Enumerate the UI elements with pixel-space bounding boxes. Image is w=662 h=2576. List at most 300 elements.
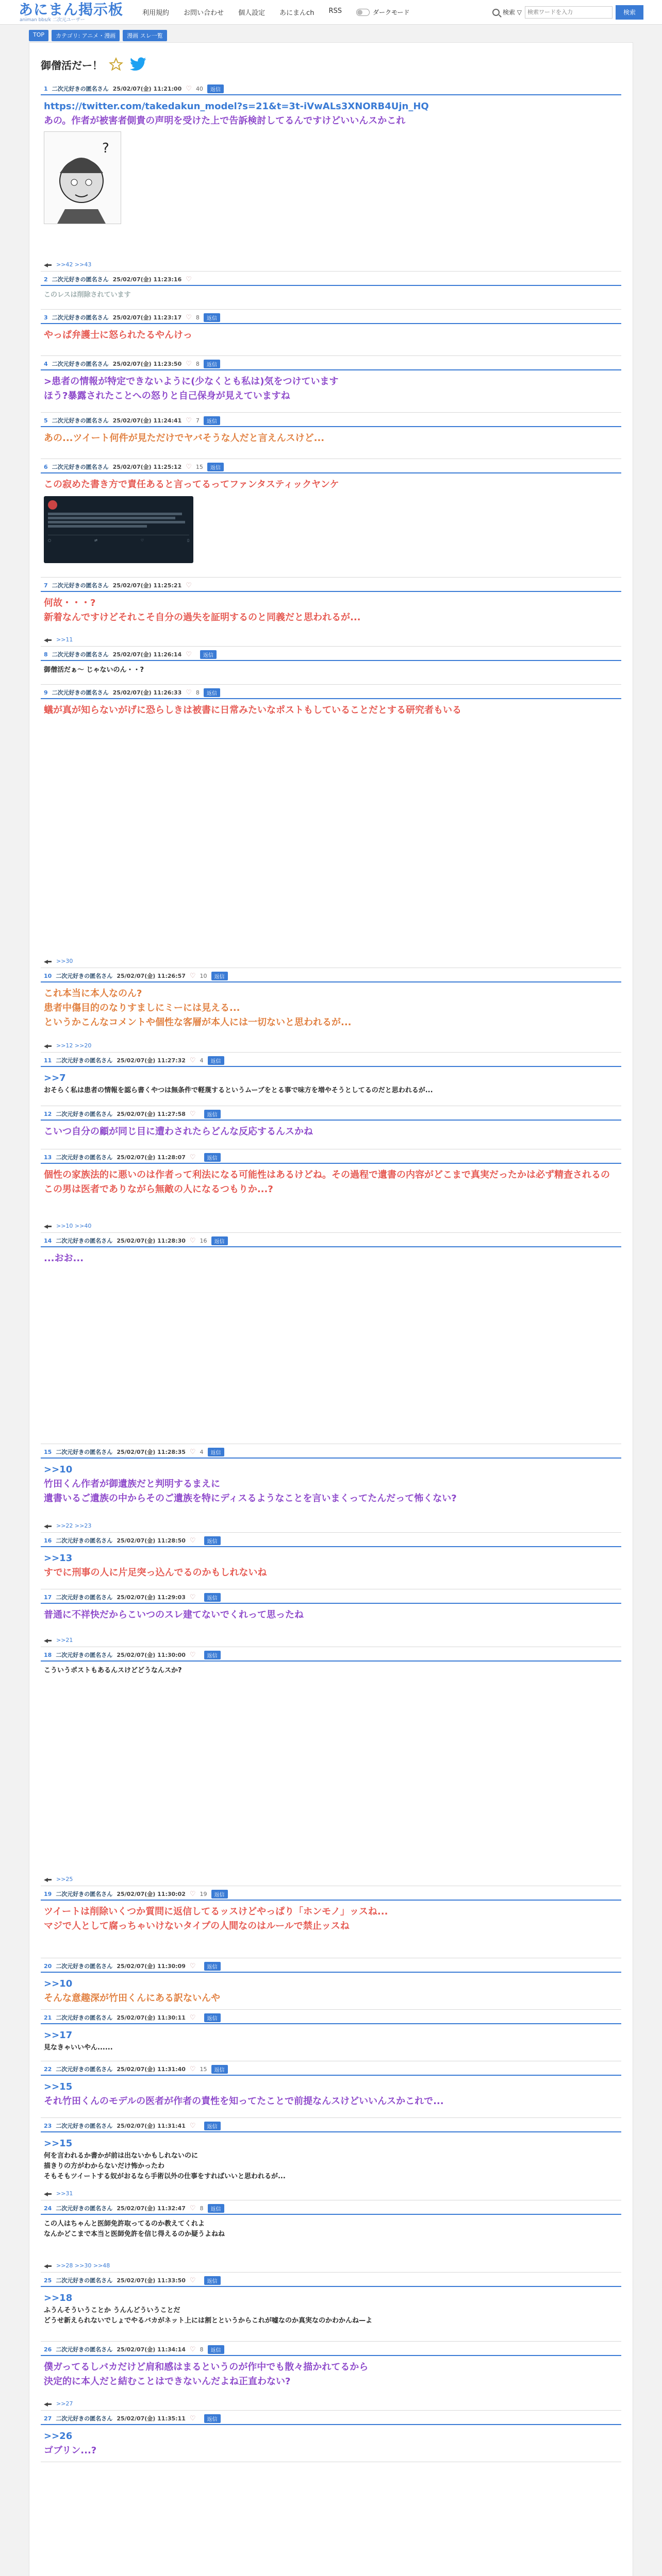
post-header [41, 1053, 621, 1066]
post-number[interactable]: 22 [44, 2065, 52, 2073]
search-scope-select[interactable]: 検索 ▽ [502, 9, 522, 16]
post-header [41, 1444, 621, 1458]
reply-button[interactable]: 返信 [211, 2065, 228, 2074]
post-number[interactable]: 13 [44, 1154, 52, 1161]
post-body [41, 1973, 621, 2006]
poster-name: 二次元好きの匿名さん [52, 464, 109, 470]
embedded-tweet-image[interactable] [44, 496, 193, 563]
like-heart-icon[interactable]: ♡ [189, 2065, 196, 2073]
post-body [41, 1901, 621, 1934]
poster-name: 二次元好きの匿名さん [52, 361, 109, 367]
post-body [41, 661, 621, 675]
reply-arrow-icon[interactable] [44, 2263, 52, 2268]
reply-arrow-icon[interactable] [44, 1224, 52, 1229]
site-header [0, 0, 662, 25]
reply-arrow-icon[interactable] [44, 1877, 52, 1882]
post-number[interactable]: 20 [44, 1962, 52, 1970]
reply-button[interactable]: 返信 [208, 2345, 224, 2354]
reply-button[interactable]: 返信 [204, 1110, 221, 1118]
post-text: こいつ自分の顧が同じ目に遭わされたらどんな反応するんスかね [44, 1126, 313, 1137]
like-heart-icon[interactable]: ♡ [189, 972, 196, 980]
post-header [41, 2342, 621, 2355]
like-count: 19 [200, 1890, 207, 1897]
like-heart-icon[interactable]: ♡ [186, 688, 192, 697]
post-body [41, 1547, 621, 1580]
anchor-link[interactable]: >>15 [44, 2081, 73, 2092]
post-footer [44, 1876, 73, 1883]
post-header [41, 578, 621, 591]
search-area [492, 5, 643, 20]
post-header [41, 310, 621, 323]
reply-links[interactable]: >>30 [56, 958, 73, 964]
poster-name: 二次元好きの匿名さん [56, 1154, 113, 1161]
post [41, 81, 621, 272]
reply-button[interactable]: 返信 [204, 1651, 221, 1659]
logo-title: あにまん掲示板 [19, 1, 124, 18]
poster-name: 二次元好きの匿名さん [52, 86, 109, 92]
reply-arrow-icon[interactable] [44, 262, 52, 267]
post-header [41, 1106, 621, 1120]
reply-arrow-icon[interactable] [44, 2191, 52, 2196]
poster-name: 二次元好きの匿名さん [52, 582, 109, 589]
breadcrumb-category[interactable]: カテゴリ: アニメ・漫画 [52, 30, 120, 41]
post-number[interactable]: 24 [44, 2205, 52, 2212]
reply-links[interactable]: >>10 >>40 [56, 1223, 92, 1229]
post-text: 個性の家族法的に悪いのは作者って利法になる可能性はあるけどね。その過程で遺書の内容がどこまで真実だったかは必ず精査されるの [44, 1170, 610, 1180]
poster-name: 二次元好きの匿名さん [56, 2277, 113, 2284]
post [41, 1533, 621, 1589]
post [41, 2061, 621, 2118]
post [41, 2118, 621, 2200]
poster-name: 二次元好きの匿名さん [56, 1594, 113, 1601]
like-heart-icon[interactable]: ♡ [186, 313, 192, 321]
post-body [41, 982, 621, 1030]
post-body [41, 427, 621, 446]
like-heart-icon[interactable]: ♡ [189, 1153, 196, 1161]
reply-button[interactable]: 返信 [204, 313, 220, 322]
post-number[interactable]: 8 [44, 651, 48, 658]
post-text: それ竹田くんのモデルの医者が作者の責性を知ってたことで前提なんスけどいいんスかこれで... [44, 2096, 444, 2107]
post-date: 25/02/07(金) 11:27:58 [117, 1111, 186, 1117]
reply-links[interactable]: >>12 >>20 [56, 1042, 92, 1049]
post-header [41, 1533, 621, 1546]
reply-button[interactable]: 返信 [204, 2414, 221, 2423]
post-date: 25/02/07(金) 11:34:14 [117, 2346, 186, 2353]
post-text: ゴブリン...? [44, 2445, 97, 2456]
poster-name: 二次元好きの匿名さん [52, 651, 109, 658]
like-heart-icon[interactable]: ♡ [189, 1448, 196, 1456]
reply-button[interactable]: 返信 [204, 2276, 221, 2285]
like-count: 4 [200, 1448, 204, 1455]
tweet-text-lines [48, 513, 189, 528]
post-text: 患者中傷目的のなりすましにミーには見える... [44, 1003, 240, 1013]
reply-button[interactable]: 返信 [208, 2204, 224, 2213]
post-header [41, 81, 621, 94]
post-text: ほう?暴露されたことへの怒りと自己保身が見えていますね [44, 391, 290, 401]
post-date: 25/02/07(金) 11:28:50 [117, 1537, 186, 1544]
post-footer [44, 261, 91, 268]
reply-button[interactable]: 返信 [204, 1593, 221, 1602]
reply-arrow-icon[interactable] [44, 637, 52, 642]
post-text: 御僧活だぁ〜 じゃないのん・・? [44, 666, 144, 674]
post-date: 25/02/07(金) 11:23:17 [112, 314, 182, 321]
post-text: すでに刑事の人に片足突っ込んでるのかもしれないね [44, 1567, 267, 1578]
post-date: 25/02/07(金) 11:30:11 [117, 2014, 186, 2021]
post-number[interactable]: 26 [44, 2346, 52, 2353]
like-heart-icon[interactable]: ♡ [189, 2414, 196, 2422]
dark-mode-toggle[interactable] [356, 8, 410, 16]
post-number[interactable]: 10 [44, 972, 52, 979]
post-date: 25/02/07(金) 11:31:41 [117, 2123, 186, 2129]
post-text: おそらく私は患者の情報を認ら書くやつは無条件で軽蔑するというムーブをとる事で味方を増やそうとしてるのだと思われるが... [44, 1087, 433, 1094]
like-heart-icon[interactable]: ♡ [186, 581, 192, 589]
like-heart-icon[interactable]: ♡ [186, 84, 192, 93]
reply-arrow-icon[interactable] [44, 2401, 52, 2406]
post-body [41, 95, 621, 226]
post-number[interactable]: 6 [44, 463, 48, 470]
post-body [41, 2076, 621, 2109]
post-date: 25/02/07(金) 11:24:41 [112, 417, 182, 424]
post [41, 1958, 621, 2010]
like-count: 15 [195, 463, 203, 470]
post-text: そんな意趣深が竹田くんにある訳ないんや [44, 1993, 220, 2004]
post-text: この寂めた書き方で責任あると言ってるってファンタスティックヤンケ [44, 479, 339, 490]
nav-terms[interactable]: 利用規約 [142, 9, 170, 17]
like-count: 8 [195, 314, 200, 321]
post-body [41, 2132, 621, 2182]
like-heart-icon[interactable]: ♡ [189, 2276, 196, 2284]
post-number[interactable]: 3 [44, 314, 48, 321]
post [41, 2411, 621, 2462]
breadcrumb [29, 30, 167, 41]
tweet-action-bar: ○ ⇄ ♡ ▯ [48, 535, 189, 543]
post-body [41, 592, 621, 625]
post-body [41, 1604, 621, 1622]
reply-links[interactable]: >>28 >>30 >>48 [56, 2262, 110, 2269]
poster-name: 二次元好きの匿名さん [56, 1537, 113, 1544]
post [41, 1053, 621, 1106]
like-heart-icon[interactable]: ♡ [189, 2013, 196, 2022]
post-number[interactable]: 14 [44, 1237, 52, 1244]
poster-name: 二次元好きの匿名さん [56, 1238, 113, 1244]
like-heart-icon[interactable]: ♡ [186, 463, 192, 471]
post-text: やっぱ弁護士に怒られたるやんけっ [44, 330, 192, 341]
post-footer [44, 958, 73, 964]
poster-name: 二次元好きの匿名さん [52, 689, 109, 696]
reply-links[interactable]: >>42 >>43 [56, 261, 92, 268]
favorite-star-icon[interactable] [109, 57, 123, 72]
post-date: 25/02/07(金) 11:25:21 [112, 582, 182, 589]
post-footer [44, 2400, 73, 2407]
poster-name: 二次元好きの匿名さん [56, 1963, 113, 1970]
post-number[interactable]: 16 [44, 1537, 52, 1544]
post-body [41, 1164, 621, 1197]
post-date: 25/02/07(金) 11:23:16 [112, 276, 182, 283]
post-number[interactable]: 19 [44, 1890, 52, 1897]
like-count: 8 [195, 360, 200, 367]
post-number[interactable]: 15 [44, 1448, 52, 1455]
post-footer [44, 1522, 91, 1529]
post-text: 見なきゃいいやん...... [44, 2044, 113, 2052]
logo-subtitle: animan bbs/k 二次元ユーザー [20, 17, 85, 23]
post-date: 25/02/07(金) 11:33:50 [117, 2277, 186, 2284]
reply-arrow-icon[interactable] [44, 1043, 52, 1048]
reply-button[interactable]: 返信 [204, 1962, 221, 1971]
post-body [41, 2356, 621, 2389]
post-footer [44, 2190, 73, 2197]
post [41, 647, 621, 685]
post-text: こういうポストもあるんスけどどうなんスか? [44, 1667, 182, 1674]
toggle-switch-icon[interactable] [356, 9, 370, 16]
anchor-link[interactable]: >>10 [44, 1978, 73, 1989]
post-number[interactable]: 12 [44, 1110, 52, 1117]
post-header [41, 1886, 621, 1900]
breadcrumb-thread-list[interactable]: 漫画 スレ一覧 [123, 30, 167, 41]
post [41, 1233, 621, 1444]
post-date: 25/02/07(金) 11:31:40 [117, 2066, 186, 2073]
anchor-link[interactable]: >>26 [44, 2431, 73, 2442]
post [41, 2200, 621, 2273]
like-count: 8 [195, 689, 200, 696]
post [41, 1647, 621, 1886]
post [41, 685, 621, 968]
post-number[interactable]: 4 [44, 360, 48, 367]
reply-button[interactable]: 返信 [204, 688, 220, 697]
reply-button[interactable]: 返信 [207, 84, 224, 93]
post-header [41, 413, 621, 426]
post-header [41, 356, 621, 369]
post-date: 25/02/07(金) 11:27:32 [117, 1057, 186, 1064]
post-text: 蟻が真が知らないがげに恐らしきは被書に日常みたいなポストもしていることだとする研究者もいる [44, 705, 461, 716]
anchor-link[interactable]: >>18 [44, 2293, 73, 2303]
like-heart-icon[interactable]: ♡ [189, 1962, 196, 1970]
like-count: 16 [200, 1237, 207, 1244]
post-body [41, 473, 621, 563]
nav-contact[interactable]: お問い合わせ [184, 9, 224, 17]
post-date: 25/02/07(金) 11:28:30 [117, 1238, 186, 1244]
post-text: ツイートは削除いくつか質問に返信してるッスけどやっぱり「ホンモノ」ッスね... [44, 1906, 388, 1917]
like-count: 15 [200, 2065, 207, 2073]
post [41, 578, 621, 647]
reply-button[interactable]: 返信 [204, 1153, 221, 1162]
anchor-link[interactable]: >>7 [44, 1073, 66, 1083]
post-text: この男は医者でありながら無敵の人になるつもりか...? [44, 1184, 273, 1195]
reply-button[interactable]: 返信 [208, 1448, 224, 1456]
post-date: 25/02/07(金) 11:25:12 [112, 464, 182, 470]
post-number[interactable]: 9 [44, 689, 48, 696]
post [41, 459, 621, 578]
post-number[interactable]: 2 [44, 276, 48, 283]
post [41, 272, 621, 310]
post [41, 2342, 621, 2411]
site-logo[interactable] [19, 2, 127, 23]
post-text: 決定的に本人だと結むことはできないんだよね正直わない? [44, 2376, 291, 2387]
post-footer [44, 1223, 91, 1229]
like-count: 40 [195, 85, 203, 92]
post [41, 1589, 621, 1647]
like-heart-icon[interactable]: ♡ [186, 275, 192, 283]
post-body [41, 2425, 621, 2458]
post-text: 何を言われるか書かが前は出ないかもしれないのに [44, 2152, 198, 2160]
search-icon [492, 9, 500, 16]
post-footer [44, 636, 73, 643]
like-heart-icon[interactable]: ♡ [189, 1890, 196, 1898]
post-date: 25/02/07(金) 11:26:33 [112, 689, 182, 696]
reply-arrow-icon[interactable] [44, 1523, 52, 1529]
post-header [41, 2273, 621, 2286]
post-body [41, 324, 621, 343]
post-text: なんかどこまで本当と医師免許を信じ得えるのか疑うよねね [44, 2230, 225, 2238]
poster-name: 二次元好きの匿名さん [56, 2205, 113, 2212]
poster-name: 二次元好きの匿名さん [56, 2415, 113, 2422]
post [41, 968, 621, 1053]
like-count: 8 [200, 2205, 204, 2212]
post-text: あの。作者が被害者側貴の声明を受けた上で告訴検討してるんですけどいいんスかこれ [44, 115, 406, 126]
post-date: 25/02/07(金) 11:21:00 [112, 86, 182, 92]
poster-name: 二次元好きの匿名さん [52, 276, 109, 283]
reply-button[interactable]: 返信 [208, 1056, 224, 1065]
post-date: 25/02/07(金) 11:35:11 [117, 2415, 186, 2422]
post [41, 2010, 621, 2061]
post-text: この人はちゃんと医師免許取ってるのか教えてくれよ [44, 2220, 205, 2228]
poster-name: 二次元好きの匿名さん [56, 2123, 113, 2129]
post-text: どうせ新えられないでしょでやるバカがネット上には割とというからこれが嘘なのか真実なのかわかんね—よ [44, 2317, 373, 2325]
search-button[interactable]: 検索 [616, 5, 643, 20]
attached-manga-image[interactable] [44, 131, 121, 224]
reply-arrow-icon[interactable] [44, 959, 52, 964]
nav-animanch[interactable]: あにまんch [279, 9, 315, 17]
anchor-link[interactable]: >>10 [44, 1464, 73, 1475]
twitter-share-icon[interactable] [129, 57, 147, 72]
reply-button[interactable]: 返信 [207, 463, 224, 471]
like-heart-icon[interactable]: ♡ [189, 2122, 196, 2130]
like-count: 4 [200, 1057, 204, 1064]
post-date: 25/02/07(金) 11:30:00 [117, 1652, 186, 1658]
thread-title-bar [41, 54, 621, 75]
dark-mode-label: ダークモード [372, 9, 410, 16]
post-text: 僕ガってるしバカだけど肩和感はまるというのが作中でも散々描かれてるから [44, 2362, 369, 2372]
post-text: >患者の情報が特定できないように(少なくとも私は)気をつけています [44, 376, 339, 387]
reply-button[interactable]: 返信 [204, 2013, 221, 2022]
reply-links[interactable]: >>25 [56, 1876, 73, 1883]
breadcrumb-top[interactable]: TOP [29, 30, 48, 41]
post-body [41, 1121, 621, 1139]
poster-name: 二次元好きの匿名さん [56, 1652, 113, 1658]
poster-name: 二次元好きの匿名さん [56, 973, 113, 979]
post-number[interactable]: 18 [44, 1651, 52, 1658]
nav-settings[interactable]: 個人設定 [238, 9, 266, 17]
post-text: 何故・・・? [44, 598, 96, 608]
url-link[interactable]: https://twitter.com/takedakun_model?s=21&t=3t-iVwALs3XNORB4Ujn_HQ [44, 101, 429, 112]
post-body [41, 1662, 621, 1676]
nav-rss[interactable]: RSS [328, 7, 342, 15]
post-body [41, 370, 621, 403]
post-number[interactable]: 27 [44, 2415, 52, 2422]
reply-button[interactable]: 返信 [204, 416, 220, 425]
post-text: そもそもツイートする奴がおるなら手術以外の仕事をすればいいと思われるが... [44, 2173, 286, 2180]
post-header [41, 459, 621, 472]
post-body [41, 1247, 621, 1266]
like-heart-icon[interactable]: ♡ [189, 1056, 196, 1064]
reply-button[interactable]: 返信 [211, 972, 228, 980]
post [41, 356, 621, 413]
post-body [41, 286, 621, 300]
post-footer [44, 1042, 91, 1049]
post-footer [44, 1637, 73, 1643]
anchor-link[interactable]: >>13 [44, 1553, 73, 1564]
like-count: 7 [195, 417, 200, 424]
svg-text:?: ? [102, 141, 109, 156]
post-date: 25/02/07(金) 11:30:09 [117, 1963, 186, 1970]
poster-name: 二次元好きの匿名さん [56, 2014, 113, 2021]
like-heart-icon[interactable]: ♡ [186, 650, 192, 658]
reply-button[interactable]: 返信 [204, 2122, 221, 2130]
post-number[interactable]: 11 [44, 1057, 52, 1064]
reply-links[interactable]: >>31 [56, 2190, 73, 2197]
post-header [41, 2118, 621, 2131]
search-input[interactable] [525, 6, 613, 19]
like-heart-icon[interactable]: ♡ [189, 1651, 196, 1659]
poster-name: 二次元好きの匿名さん [52, 314, 109, 321]
post [41, 310, 621, 356]
reply-links[interactable]: >>27 [56, 2400, 73, 2407]
post-number[interactable]: 23 [44, 2122, 52, 2129]
like-heart-icon[interactable]: ♡ [186, 360, 192, 368]
anchor-link[interactable]: >>15 [44, 2138, 73, 2149]
header-nav [142, 7, 342, 17]
reply-links[interactable]: >>22 >>23 [56, 1522, 92, 1529]
reply-button[interactable]: 返信 [200, 650, 217, 659]
reply-links[interactable]: >>21 [56, 1637, 73, 1643]
anchor-link[interactable]: >>17 [44, 2030, 73, 2041]
reply-links[interactable]: >>11 [56, 636, 73, 643]
reply-button[interactable]: 返信 [211, 1890, 228, 1899]
like-heart-icon[interactable]: ♡ [189, 1236, 196, 1245]
post-header [41, 1149, 621, 1163]
like-heart-icon[interactable]: ♡ [189, 1110, 196, 1118]
poster-name: 二次元好きの匿名さん [56, 1891, 113, 1897]
post-number[interactable]: 7 [44, 582, 48, 589]
post-number[interactable]: 17 [44, 1594, 52, 1601]
post-text: これ本当に本人なのん? [44, 988, 142, 999]
like-heart-icon[interactable]: ♡ [186, 416, 192, 425]
reply-button[interactable]: 返信 [211, 1236, 228, 1245]
post-text: ふうんそういうことか うんんどういうことだ [44, 2307, 180, 2314]
post-number[interactable]: 1 [44, 85, 48, 92]
post-text: というかこんなコメントや個性な客層が本人には一切ないと思われるが... [44, 1017, 352, 1028]
post-number[interactable]: 25 [44, 2277, 52, 2284]
post-text: あの...ツイート何件が見ただけでヤバそうな人だと言えんスけど... [44, 433, 325, 444]
poster-name: 二次元好きの匿名さん [56, 1449, 113, 1455]
like-heart-icon[interactable]: ♡ [189, 1593, 196, 1601]
post-body [41, 2024, 621, 2053]
post-list [41, 81, 621, 2462]
reply-button[interactable]: 返信 [204, 1536, 221, 1545]
like-heart-icon[interactable]: ♡ [189, 1536, 196, 1545]
reply-button[interactable]: 返信 [204, 360, 220, 368]
tweet-avatar [48, 500, 57, 510]
post-number[interactable]: 5 [44, 417, 48, 424]
poster-name: 二次元好きの匿名さん [56, 2066, 113, 2073]
post-date: 25/02/07(金) 11:26:14 [112, 651, 182, 658]
post-header [41, 272, 621, 285]
like-heart-icon[interactable]: ♡ [189, 2204, 196, 2212]
post-date: 25/02/07(金) 11:30:02 [117, 1891, 186, 1897]
reply-arrow-icon[interactable] [44, 1638, 52, 1643]
post-number[interactable]: 21 [44, 2014, 52, 2021]
like-heart-icon[interactable]: ♡ [189, 2345, 196, 2353]
post-text: 新着なんですけどそれこそ自分の過失を証明するのと同義だと思われるが... [44, 612, 361, 623]
